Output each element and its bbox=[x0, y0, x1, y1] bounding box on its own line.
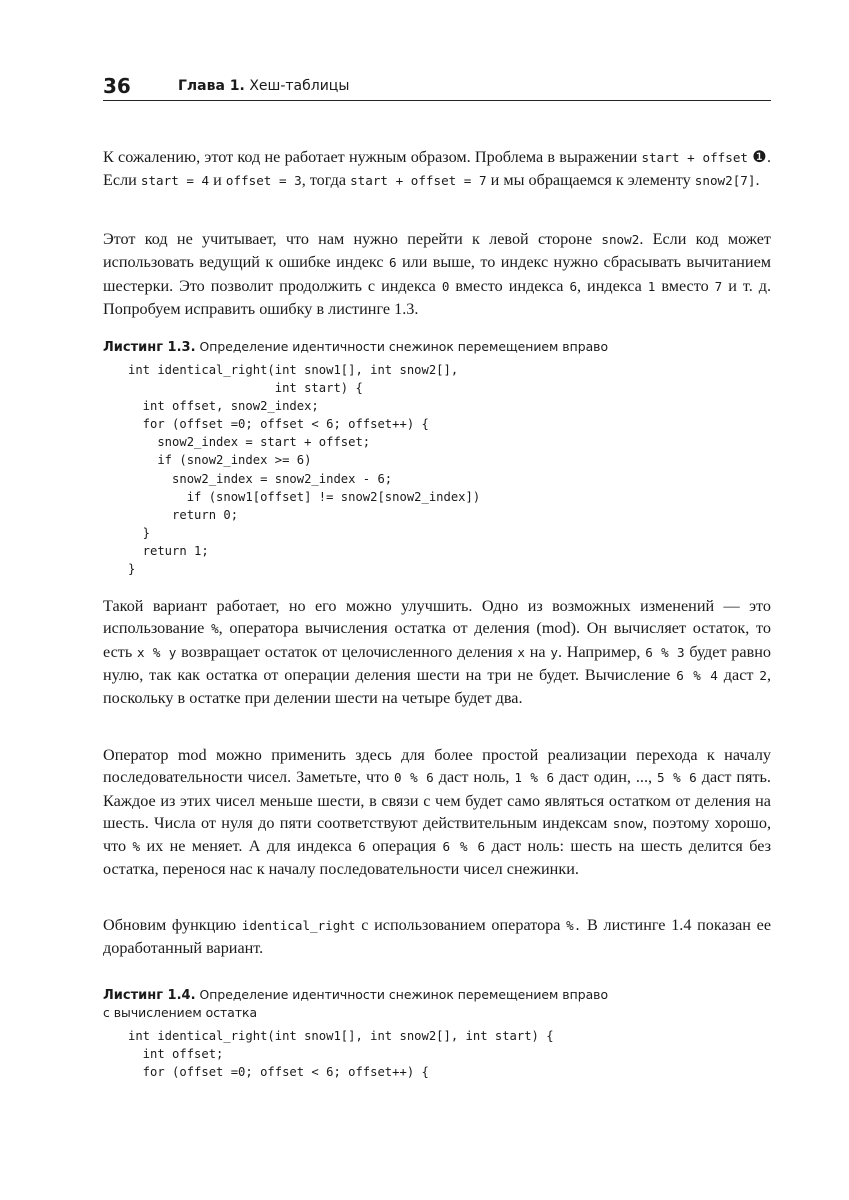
paragraph-2: Этот код не учитывает, что нам нужно перейти к левой стороне snow2. Если код может использовать ведущий к ошибке индекс 6 или выше, то индекс нужно сбрасывать вычитанием шестерки. Это позволит продолжить с индекса 0 вместо индекса 6, индекса 1 вместо 7 и т. д. Попробуем исправить ошибку в листинге 1.3. bbox=[103, 230, 772, 318]
listing-title: Определение идентичности снежинок перемещением вправо bbox=[199, 339, 609, 354]
paragraph-5: Обновим функцию identical_right с использованием оператора %. В листинге 1.4 показан ее доработанный вариант. bbox=[103, 916, 772, 958]
listing-1-4-code: int identical_right(int snow1[], int snow2[], int start) { int offset; for (offset =0; offset < 6; offset++) { bbox=[128, 1029, 554, 1080]
paragraph-4: Оператор mod можно применить здесь для более простой реализации перехода к началу последовательности чисел. Заметьте, что 0 % 6 даст ноль, 1 % 6 даст один, ..., 5 % 6 даст пять. Каждое из этих чисел меньше шести, в связи с чем будет само являться остатком от деления на шесть. Числа от нуля до пяти соответствуют действительным индексам snow, поэтому хорошо, что % их не меняет. А для индекса 6 операция 6 % 6 даст ноль: шесть на шесть делится без остатка, перенося нас к началу последовательности чисел снежинки. bbox=[103, 746, 772, 879]
listing-title: Определение идентичности снежинок перемещением вправо bbox=[199, 987, 609, 1002]
paragraph-1: К сожалению, этот код не работает нужным образом. Проблема в выражении start + offset ❶. Если start = 4 и offset = 3, тогда start + offset = 7 и мы обращаемся к элементу snow2[7]. bbox=[103, 148, 771, 190]
listing-title-continued: с вычислением остатка bbox=[103, 1005, 258, 1020]
chapter-heading bbox=[178, 78, 349, 94]
chapter-title: Хеш-таблицы bbox=[249, 78, 350, 94]
listing-label: Листинг 1.4. bbox=[103, 988, 196, 1003]
paragraph-3: Такой вариант работает, но его можно улучшить. Одно из возможных изменений — это использование %, оператора вычисления остатка от деления (mod). Он вычисляет остаток, то есть x % y возвращает остаток от целочисленного деления x на y. Например, 6 % 3 будет равно нулю, так как остатка от операции деления шести на три не будет. Вычисление 6 % 4 даст 2, поскольку в остатке при делении шести на четыре будет два. bbox=[103, 597, 771, 708]
listing-1-3-caption bbox=[103, 338, 771, 356]
chapter-label: Глава 1. bbox=[178, 78, 245, 94]
listing-1-3-code: int identical_right(int snow1[], int snow2[], int start) { int offset, snow2_index; for (offset =0; offset < 6; offset++) { snow2_index = start + offset; if (snow2_index >= 6) snow2_index = snow2_index - 6; if (snow1[offset] != snow2[snow2_index]) return 0; } return 1; } bbox=[128, 363, 481, 577]
running-header bbox=[103, 74, 771, 101]
listing-label: Листинг 1.3. bbox=[103, 340, 196, 355]
page-number: 36 bbox=[103, 74, 131, 98]
listing-1-4-caption bbox=[103, 986, 771, 1021]
